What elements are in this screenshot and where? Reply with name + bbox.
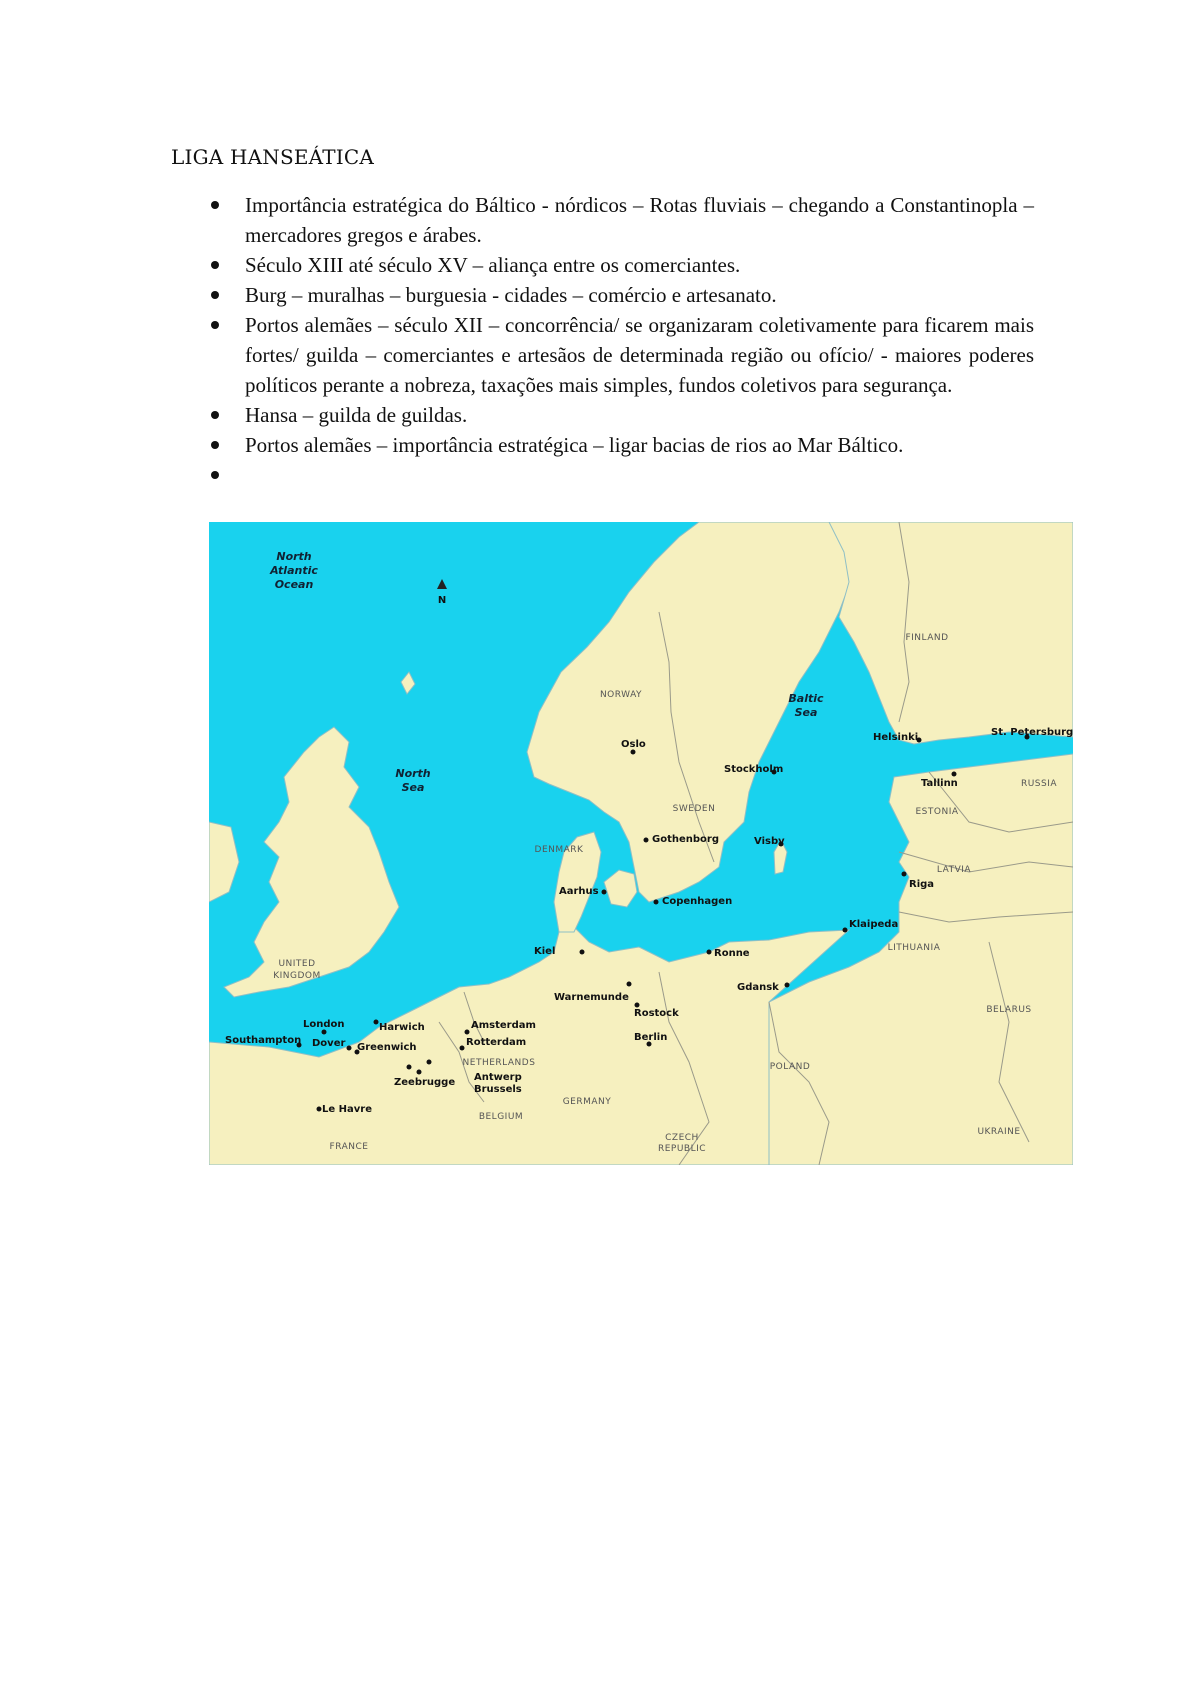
country-label-belgium: BELGIUM xyxy=(478,1112,524,1122)
city-label-amsterdam: Amsterdam xyxy=(471,1020,536,1031)
country-label-latvia: LATVIA xyxy=(936,865,972,875)
city-label-brussels: Brussels xyxy=(474,1084,522,1095)
country-label-sweden: SWEDEN xyxy=(672,804,716,814)
sea-label-north-sea-1: North xyxy=(395,767,431,780)
sea-label-atlantic-3: Ocean xyxy=(274,578,314,591)
city-label-helsinki: Helsinki xyxy=(873,732,919,743)
country-label-czech-1: CZECH xyxy=(665,1133,699,1143)
country-label-czech-2: REPUBLIC xyxy=(657,1144,707,1154)
bullet-item-empty xyxy=(196,460,1034,490)
city-label-rostock: Rostock xyxy=(634,1008,679,1019)
bullet-item: Hansa – guilda de guildas. xyxy=(196,400,1034,430)
city-label-le-havre: Le Havre xyxy=(322,1104,372,1115)
country-label-russia: RUSSIA xyxy=(1020,779,1058,789)
bullet-list xyxy=(196,190,1034,490)
city-label-london: London xyxy=(303,1019,345,1030)
document-title: LIGA HANSEÁTICA xyxy=(171,145,374,169)
sea-label-north-sea-2: Sea xyxy=(401,781,425,794)
sea-label-baltic-2: Sea xyxy=(794,706,818,719)
city-label-tallinn: Tallinn xyxy=(921,778,958,789)
bullet-item: Século XIII até século XV – aliança entre os comerciantes. xyxy=(196,250,1034,280)
city-label-southampton: Southampton xyxy=(225,1035,302,1046)
city-label-harwich: Harwich xyxy=(379,1022,425,1033)
city-label-dover: Dover xyxy=(312,1038,346,1049)
bullet-item: Importância estratégica do Báltico - nórdicos – Rotas fluviais – chegando a Constantinopla – mercadores gregos e árabes. xyxy=(196,190,1034,250)
country-label-finland: FINLAND xyxy=(905,633,949,643)
country-label-belarus: BELARUS xyxy=(986,1005,1032,1015)
country-label-uk-2: KINGDOM xyxy=(273,971,321,981)
country-label-lithuania: LITHUANIA xyxy=(887,943,941,953)
city-label-stockholm: Stockholm xyxy=(724,764,784,775)
city-label-visby: Visby xyxy=(754,836,785,847)
city-label-greenwich: Greenwich xyxy=(357,1042,417,1053)
country-label-denmark: DENMARK xyxy=(534,845,584,855)
country-label-netherlands: NETHERLANDS xyxy=(462,1058,536,1068)
city-label-zeebrugge: Zeebrugge xyxy=(394,1077,456,1088)
city-label-gdansk: Gdansk xyxy=(737,982,779,993)
city-label-st-petersburg: St. Petersburg xyxy=(991,727,1073,738)
country-label-norway: NORWAY xyxy=(599,690,643,700)
sea-label-atlantic-2: Atlantic xyxy=(270,564,318,577)
country-label-france: FRANCE xyxy=(329,1142,369,1152)
bullet-item: Portos alemães – século XII – concorrência/ se organizaram coletivamente para ficarem mais fortes/ guilda – comerciantes e artesãos de determinada região ou ofício/ - maiores poderes políticos perante a nobreza, taxações mais simples, fundos coletivos para segurança. xyxy=(196,310,1034,400)
bullet-item: Portos alemães – importância estratégica – ligar bacias de rios ao Mar Báltico. xyxy=(196,430,1034,460)
country-label-uk-1: UNITED xyxy=(278,959,316,969)
city-label-oslo: Oslo xyxy=(621,739,646,750)
hanseatic-map xyxy=(209,522,1073,1165)
svg-text:N: N xyxy=(437,595,447,606)
sea-label-baltic-1: Baltic xyxy=(788,692,824,705)
bullet-item: Burg – muralhas – burguesia - cidades – comércio e artesanato. xyxy=(196,280,1034,310)
city-label-berlin: Berlin xyxy=(634,1032,668,1043)
city-label-aarhus: Aarhus xyxy=(559,886,599,897)
map-svg xyxy=(209,522,1073,1165)
city-label-gothenburg: Gothenborg xyxy=(652,834,719,845)
country-label-estonia: ESTONIA xyxy=(915,807,959,817)
city-label-rotterdam: Rotterdam xyxy=(466,1037,527,1048)
city-label-riga: Riga xyxy=(909,879,935,890)
city-label-ronne: Ronne xyxy=(714,948,750,959)
city-label-kiel: Kiel xyxy=(534,946,556,957)
country-label-ukraine: UKRAINE xyxy=(977,1127,1021,1137)
city-label-copenhagen: Copenhagen xyxy=(662,896,733,907)
city-label-warnemunde: Warnemunde xyxy=(554,992,629,1003)
country-label-germany: GERMANY xyxy=(562,1097,612,1107)
city-label-klaipeda: Klaipeda xyxy=(849,919,899,930)
country-label-poland: POLAND xyxy=(769,1062,811,1072)
sea-label-atlantic-1: North xyxy=(276,550,312,563)
city-label-antwerp: Antwerp xyxy=(474,1072,522,1083)
